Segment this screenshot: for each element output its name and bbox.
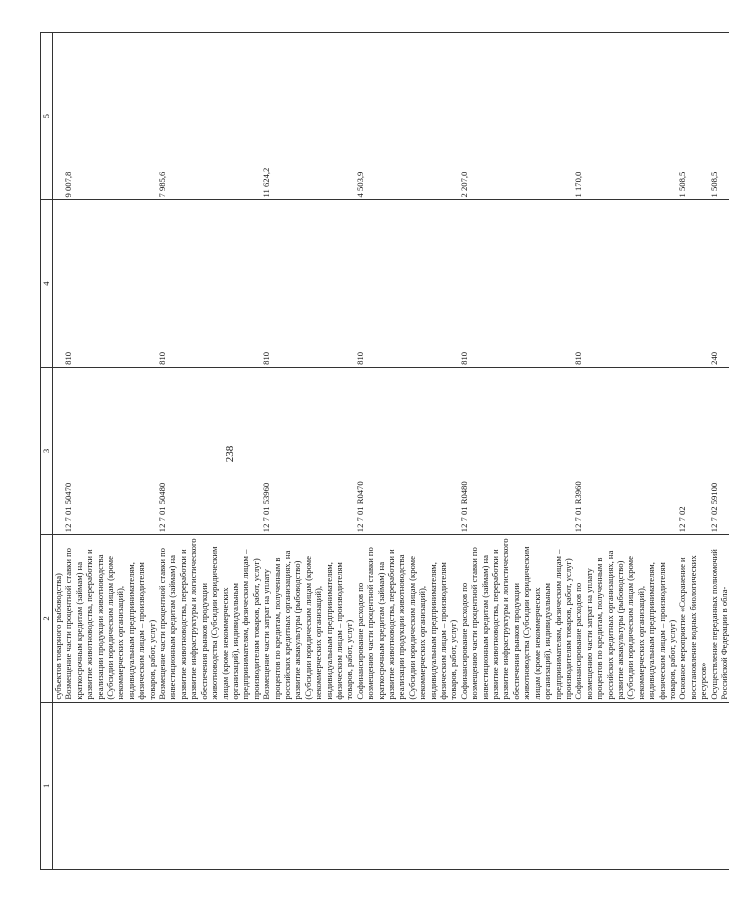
amount-cell (53, 33, 64, 200)
row-number-cell (677, 702, 708, 869)
expense-kind-cell: 810 (355, 200, 459, 367)
expense-kind-cell: 810 (573, 200, 677, 367)
budget-code-cell: 12 7 01 53960 (261, 367, 355, 534)
amount-cell: 2 207,0 (459, 33, 573, 200)
budget-code-cell: 12 7 01 50480 (157, 367, 261, 534)
budget-code-cell: 12 7 01 R0480 (459, 367, 573, 534)
expense-kind-cell: 240 (709, 200, 729, 367)
column-header-1: 1 (41, 702, 53, 869)
item-name-cell: Софинансирование расходов по возмещению части затрат на уплату процентов по кредитам, полученным в российских кредитных организациях, на развитие аквакультуры (рыбоводство) (Субсидии юридическим лицам (кроме некоммерческих организаций), индивидуальным предпринимателям, физическим лицам – производителям товаров, работ, услуг) (573, 535, 677, 702)
expense-kind-cell: 810 (459, 200, 573, 367)
amount-cell: 4 503,9 (355, 33, 459, 200)
amount-cell: 9 007,8 (63, 33, 157, 200)
row-number-cell (63, 702, 157, 869)
table-row (709, 33, 729, 870)
table-header-row (41, 33, 53, 870)
table-row (261, 33, 355, 870)
column-header-5: 5 (41, 33, 53, 200)
table-row (677, 33, 708, 870)
row-number-cell (355, 702, 459, 869)
column-header-4: 4 (41, 200, 53, 367)
budget-table (40, 32, 729, 870)
row-number-cell (261, 702, 355, 869)
rotated-page-content (40, 32, 729, 870)
item-name-cell: Возмещение части затрат на уплату процентов по кредитам, полученным в российских кредитных организациях, на развитие аквакультуры (рыбоводство) (Субсидии юридическим лицам (кроме некоммерческих организаций), индивидуальным предпринимателям, физическим лицам – производителям товаров, работ, услуг) (261, 535, 355, 702)
row-number-cell (53, 702, 64, 869)
amount-cell: 7 985,6 (157, 33, 261, 200)
amount-cell: 1 170,0 (573, 33, 677, 200)
table-row (157, 33, 261, 870)
budget-code-cell: 12 7 01 R3960 (573, 367, 677, 534)
item-name-cell: Возмещение части процентной ставки по инвестиционным кредитам (займам) на развитие животноводства, переработки и развитие инфраструктуры и логистического обеспечения рынков продукции животноводства (Субсидии юридическим лицам (кроме некоммерческих организаций), индивидуальным предпринимателям, физическим лицам – производителям товаров, работ, услуг) (157, 535, 261, 702)
budget-code-cell: 12 7 02 59100 (709, 367, 729, 534)
item-name-cell: Софинансирование расходов по возмещению части процентной ставки по краткосрочным кредитам (займам) на развитие животноводства, переработки и реализации продукции животноводства (Субсидии юридическим лицам (кроме некоммерческих организаций), индивидуальным предпринимателям, физическим лицам – производителям товаров, работ, услуг) (355, 535, 459, 702)
item-name-cell: Софинансирование расходов по возмещению части процентной ставки по инвестиционным кредитам (займам) на развитие животноводства, переработки и развитие инфраструктуры и логистического обеспечения рынков продукции животноводства (Субсидии юридическим лицам (кроме некоммерческих организаций), индивидуальным предпринимателям, физическим лицам – производителям товаров, работ, услуг) (459, 535, 573, 702)
expense-kind-cell: 810 (157, 200, 261, 367)
budget-code-cell: 12 7 02 (677, 367, 708, 534)
amount-cell: 1 508,5 (709, 33, 729, 200)
table-row (573, 33, 677, 870)
column-header-3: 3 (41, 367, 53, 534)
table-row (63, 33, 157, 870)
item-name-cell: Основное мероприятие «Сохранение и восстановление водных биологических ресурсов» (677, 535, 708, 702)
item-name-cell: субъектов товарного рыбоводства) (53, 535, 64, 702)
table-row (53, 33, 64, 870)
row-number-cell (157, 702, 261, 869)
budget-code-cell (53, 367, 64, 534)
budget-code-cell: 12 7 01 50470 (63, 367, 157, 534)
table-row (459, 33, 573, 870)
budget-code-cell: 12 7 01 R0470 (355, 367, 459, 534)
amount-cell: 11 624,2 (261, 33, 355, 200)
column-header-2: 2 (41, 535, 53, 702)
expense-kind-cell (677, 200, 708, 367)
amount-cell: 1 508,5 (677, 33, 708, 200)
item-name-cell: Возмещение части процентной ставки по краткосрочным кредитам (займам) на развитие животноводства, переработки и реализации продукции животноводства (Субсидии юридическим лицам (кроме некоммерческих организаций), индивидуальным предпринимателям, физическим лицам – производителям товаров, работ, услуг) (63, 535, 157, 702)
expense-kind-cell: 810 (63, 200, 157, 367)
row-number-cell (459, 702, 573, 869)
expense-kind-cell (53, 200, 64, 367)
table-row (355, 33, 459, 870)
row-number-cell (709, 702, 729, 869)
expense-kind-cell: 810 (261, 200, 355, 367)
row-number-cell (573, 702, 677, 869)
page-number: 238 (224, 445, 236, 463)
item-name-cell: Осуществление переданных полномочий Российской Федерации в обла- (709, 535, 729, 702)
